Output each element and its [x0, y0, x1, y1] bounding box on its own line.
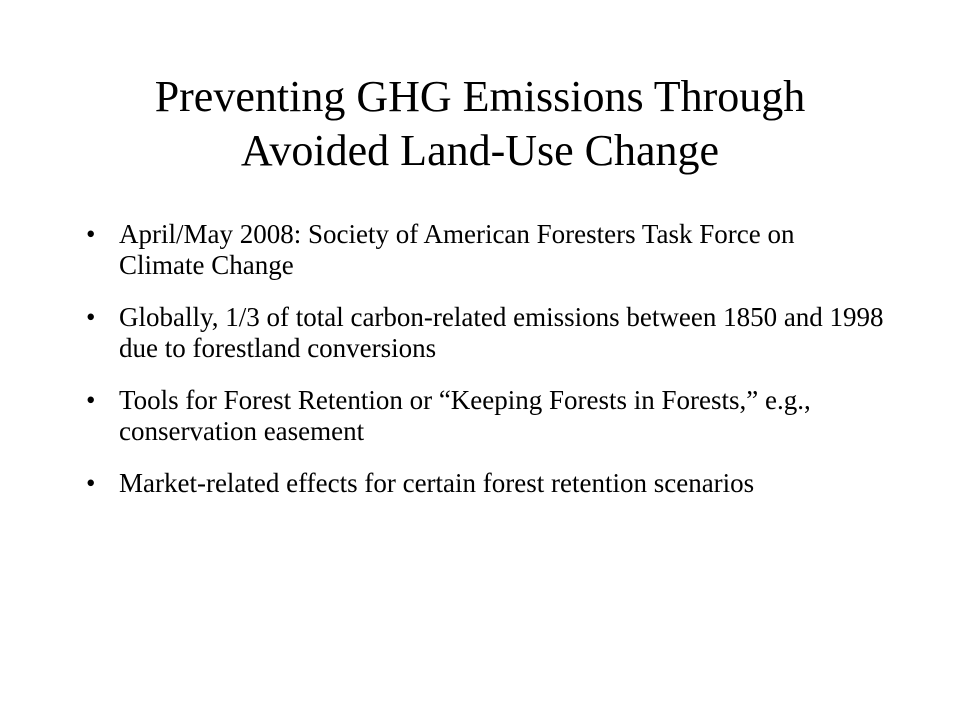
- slide-title-line-2: Avoided Land-Use Change: [240, 126, 720, 175]
- slide-title: [48, 70, 912, 178]
- bullet-icon: •: [86, 385, 96, 415]
- bullet-icon: •: [86, 468, 96, 498]
- bullet-icon: •: [86, 219, 96, 249]
- bullet-item: [86, 302, 886, 364]
- slide-title-line-1: Preventing GHG Emissions Through: [154, 72, 806, 121]
- bullet-icon: •: [86, 302, 96, 332]
- bullet-item: [86, 219, 886, 281]
- bullet-item: [86, 385, 886, 447]
- bullet-list: [86, 219, 886, 520]
- bullet-text: Tools for Forest Retention or “Keeping Forests in Forests,” e.g., conservation easement: [119, 385, 811, 446]
- bullet-text: April/May 2008: Society of American Foresters Task Force on Climate Change: [119, 219, 795, 280]
- bullet-text: Globally, 1/3 of total carbon-related emissions between 1850 and 1998 due to forestland conversions: [119, 302, 884, 363]
- bullet-item: [86, 468, 886, 499]
- bullet-text: Market-related effects for certain forest retention scenarios: [119, 468, 755, 498]
